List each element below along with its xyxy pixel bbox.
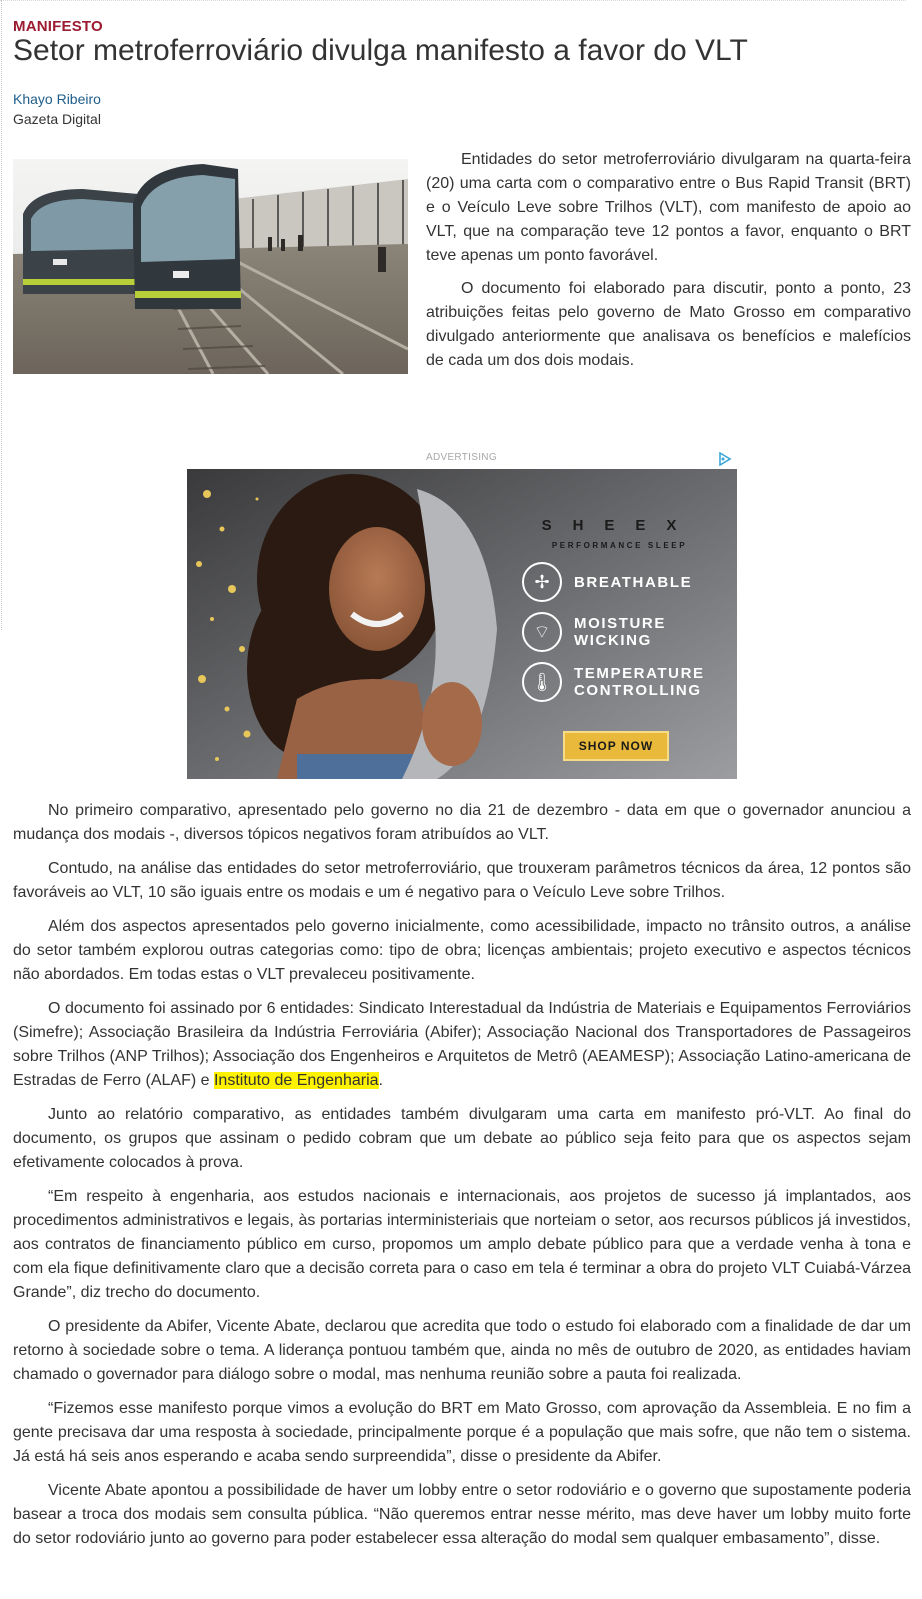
body-paragraph: Contudo, na análise das entidades do setor metroferroviário, que trouxeram parâmetros técnicos da área, 12 pontos são favoráveis ao VLT, 10 são iguais entre os modais e um é negativo para o Veículo Leve sobre Trilhos. bbox=[13, 860, 911, 901]
article-photo bbox=[13, 159, 408, 374]
top-border bbox=[0, 0, 906, 1]
ad-brand: SHEEX bbox=[541, 517, 698, 534]
author-link[interactable]: Khayo Ribeiro bbox=[13, 91, 101, 107]
ad-tagline: PERFORMANCE SLEEP bbox=[551, 541, 688, 550]
ad-feature-label: MOISTURE WICKING bbox=[574, 615, 666, 649]
moisture-icon: ⌔ bbox=[522, 612, 562, 652]
signers-end: . bbox=[378, 1072, 383, 1089]
advertisement-banner[interactable] bbox=[187, 469, 737, 779]
article-source: Gazeta Digital bbox=[13, 111, 101, 127]
ad-feature-temperature bbox=[522, 662, 724, 702]
signers-paragraph bbox=[13, 997, 911, 1093]
quote-paragraph: “Fizemos esse manifesto porque vimos a evolução do BRT em Mato Grosso, com aprovação da Assembleia. E no fim a gente precisava dar uma resposta à sociedade, principalmente porque é a população que mais sofre, que não tem o sistema. Já está há seis anos esperando e acaba sendo surpreendida”, disse o presidente da Abifer. bbox=[13, 1400, 911, 1465]
ad-feature-moisture bbox=[522, 612, 724, 652]
ad-feature-breathable bbox=[522, 562, 724, 602]
ad-label: ADVERTISING bbox=[426, 452, 497, 463]
lead-paragraph: O documento foi elaborado para discutir, ponto a ponto, 23 atribuições feitas pelo governo de Mato Grosso em comparativo divulgado anteriormente que analisava os benefícios e malefícios de cada um dos dois modais. bbox=[426, 280, 911, 369]
left-border bbox=[1, 0, 2, 630]
thermometer-icon: 🌡 bbox=[522, 662, 562, 702]
body-paragraph: No primeiro comparativo, apresentado pelo governo no dia 21 de dezembro - data em que o governador anunciou a mudança dos modais -, diversos tópicos negativos foram atribuídos ao VLT. bbox=[13, 802, 911, 843]
ad-feature-label: BREATHABLE bbox=[574, 573, 693, 591]
ad-feature-label: TEMPERATURE CONTROLLING bbox=[574, 665, 705, 699]
body-paragraph: Vicente Abate apontou a possibilidade de haver um lobby entre o setor rodoviário e o governo que supostamente poderia basear a troca dos modais sem consulta pública. “Não queremos entrar nesse mérito, mas deve haver um lobby muito forte do setor rodoviário junto ao governo para poder estabelecer essa alteração do modal sem qualquer embasamento”, disse. bbox=[13, 1482, 911, 1547]
ad-choices-icon[interactable] bbox=[718, 452, 732, 466]
lead-paragraph: Entidades do setor metroferroviário divulgaram na quarta-feira (20) uma carta com o comparativo entre o Bus Rapid Transit (BRT) e o Veículo Leve sobre Trilhos (VLT), com manifesto de apoio ao VLT, que na comparação teve 12 pontos a favor, enquanto o BRT teve apenas um ponto favorável. bbox=[426, 151, 911, 264]
article-headline: Setor metroferroviário divulga manifesto a favor do VLT bbox=[13, 34, 748, 67]
body-paragraph: Junto ao relatório comparativo, as entidades também divulgaram uma carta em manifesto pró-VLT. Ao final do documento, os grupos que assinam o pedido cobram que um debate ao público seja feito para que os aspectos sejam efetivamente colocados à prova. bbox=[13, 1106, 911, 1171]
highlighted-entity: Instituto de Engenharia bbox=[213, 1072, 379, 1089]
quote-paragraph: “Em respeito à engenharia, aos estudos nacionais e internacionais, aos projetos de sucesso já implantados, aos procedimentos administrativos e legais, às portarias interministeriais que norteiam o setor, aos recursos públicos já investidos, aos contratos de financiamento público em curso, propomos um amplo debate público para que a verdade venha à tona e com ela fique definitivamente claro que a decisão correta para o caso em tela é terminar a obra do projeto VLT Cuiabá-Várzea Grande”, diz trecho do documento. bbox=[13, 1188, 911, 1301]
body-paragraph: Além dos aspectos apresentados pelo governo inicialmente, como acessibilidade, impacto no trânsito outros, a análise do setor também explorou outras categorias como: tipo de obra; licenças ambientais; projeto executivo e aspectos técnicos não abordados. Em todas estas o VLT prevaleceu positivamente. bbox=[13, 918, 911, 983]
shop-now-button[interactable]: SHOP NOW bbox=[563, 731, 669, 761]
body-paragraph: O presidente da Abifer, Vicente Abate, declarou que acredita que todo o estudo foi elaborado com a finalidade de dar um retorno à sociedade sobre o tema. A liderança pontuou também que, ainda no mês de outubro de 2020, as entidades haviam chamado o governador para diálogo sobre o modal, mas nenhuma reunião sobre a pauta foi realizada. bbox=[13, 1318, 911, 1383]
article-body bbox=[13, 799, 911, 1561]
breathable-icon: ✢ bbox=[522, 562, 562, 602]
article-kicker: MANIFESTO bbox=[13, 18, 103, 35]
lead-text bbox=[426, 148, 911, 382]
signers-text: O documento foi assinado por 6 entidades: Sindicato Interestadual da Indústria de Materiais e Equipamentos Ferroviários (Simefre); Associação Brasileira da Indústria Ferroviária (Abifer); Associação Nacional dos Transportadores de Passageiros sobre Trilhos (ANP Trilhos); Associação dos Engenheiros e Arquitetos de Metrô (AEAMESP); Associação Latino-americana de Estradas de Ferro (ALAF) e bbox=[13, 1000, 911, 1089]
